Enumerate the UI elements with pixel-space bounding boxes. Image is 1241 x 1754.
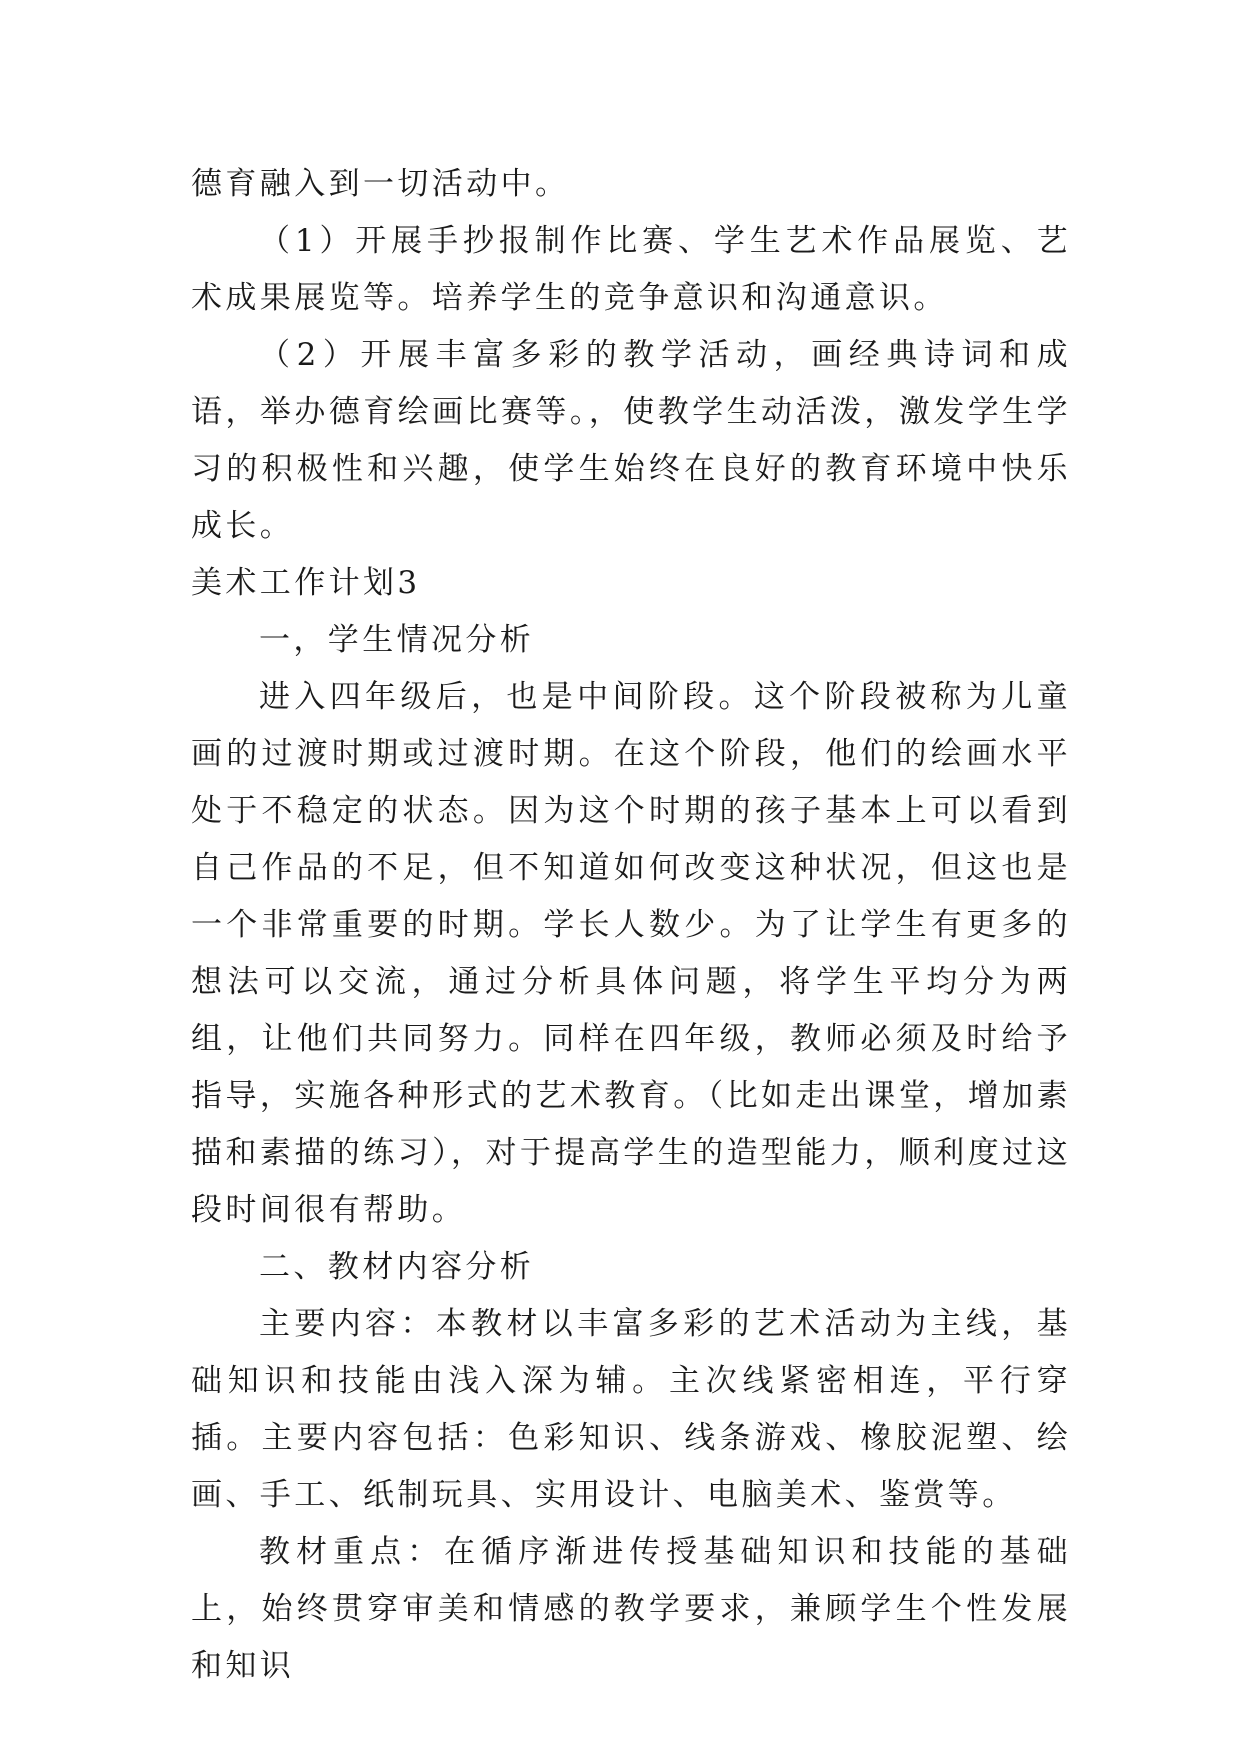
heading-textbook-analysis: 二、教材内容分析 [259,1249,535,1285]
paragraph-student-analysis: 进入四年级后，也是中间阶段。这个阶段被称为儿童画的过渡时期或过渡时期。在这个阶段，他们的绘画水平处于不稳定的状态。因为这个时期的孩子基本上可以看到自己作品的不足，但不知道如何改变这种状况，但这也是一个非常重要的时期。学长人数少。为了让学生有更多的想法可以交流，通过分析具体问题，将学生平均分为两组，让他们共同努力。同样在四年级，教师必须及时给予指导，实施各种形式的艺术教育。（比如走出课堂，增加素描和素描的练习），对于提高学生的造型能力，顺利度过这段时间很有帮助。 [191,679,1071,1228]
document-body [191,156,1071,1695]
heading-student-analysis: 一，学生情况分析 [259,622,535,658]
paragraph-item-2: （2）开展丰富多彩的教学活动，画经典诗词和成语，举办德育绘画比赛等。，使教学生动活泼，激发学生学习的积极性和兴趣，使学生始终在良好的教育环境中快乐成长。 [191,337,1071,544]
paragraph-item-1: （1）开展手抄报制作比赛、学生艺术作品展览、艺术成果展览等。培养学生的竞争意识和沟通意识。 [191,223,1071,316]
paragraph-main-content: 主要内容：本教材以丰富多彩的艺术活动为主线，基础知识和技能由浅入深为辅。主次线紧密相连，平行穿插。主要内容包括：色彩知识、线条游戏、橡胶泥塑、绘画、手工、纸制玩具、实用设计、电脑美术、鉴赏等。 [191,1306,1071,1513]
section-title: 美术工作计划3 [191,565,421,601]
paragraph-continuation: 德育融入到一切活动中。 [191,166,570,202]
paragraph-textbook-focus: 教材重点：在循序渐进传授基础知识和技能的基础上，始终贯穿审美和情感的教学要求，兼顾学生个性发展和知识 [191,1534,1071,1684]
